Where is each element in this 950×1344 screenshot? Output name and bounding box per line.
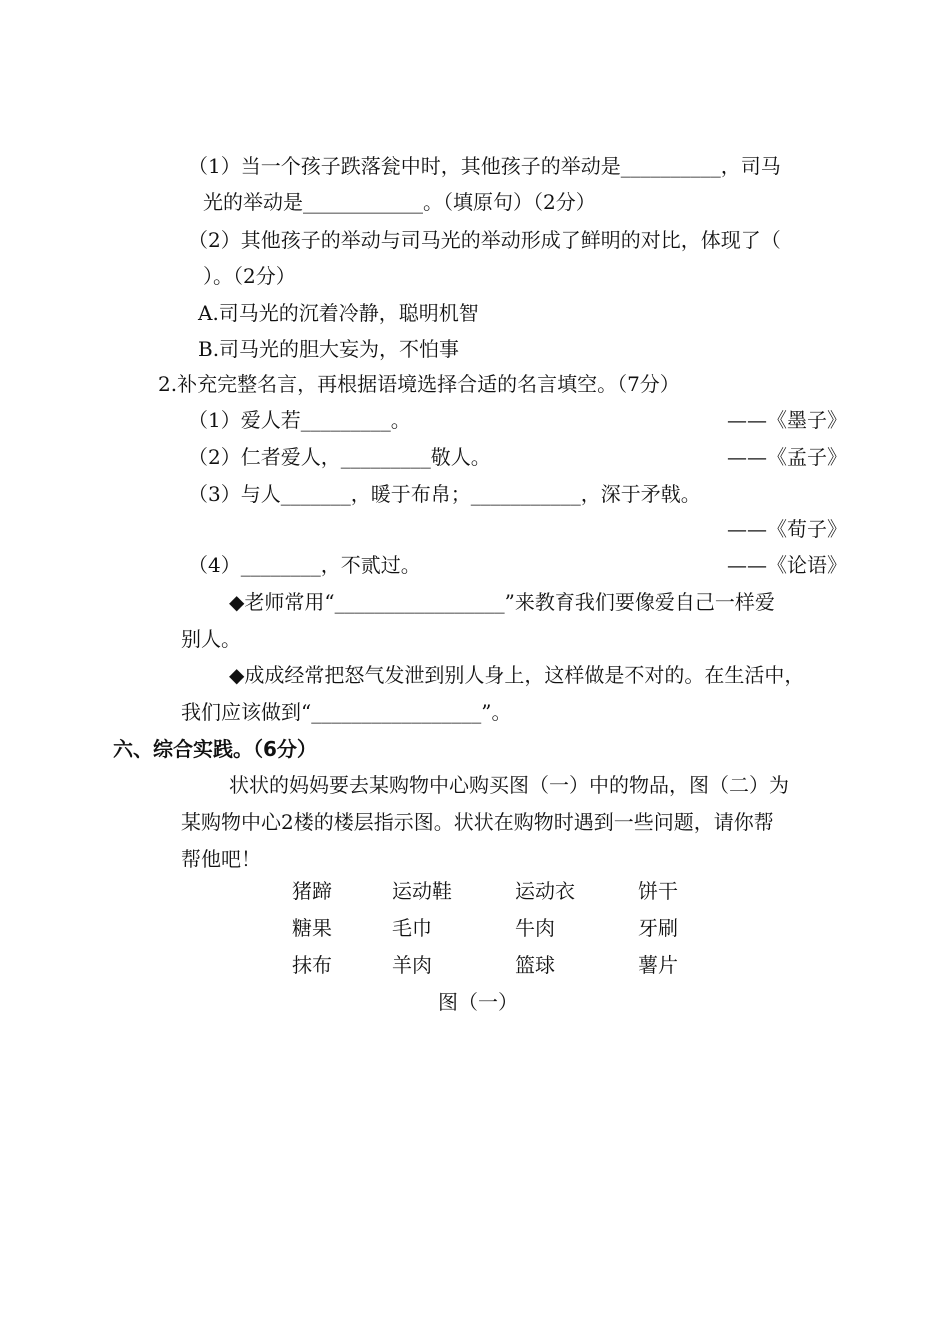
q2-item4-source: ——《论语》 <box>727 553 847 577</box>
list-item: 饼干 <box>638 879 678 903</box>
q2-item3-source: ——《荀子》 <box>727 517 847 541</box>
q2-scene1-line1: ◆老师常用“_________________”来教育我们要像爱自己一样爱 <box>229 590 775 614</box>
list-item: 猪蹄 <box>292 879 332 903</box>
q1-option-a: A.司马光的沉着冷静，聪明机智 <box>198 301 479 325</box>
q2-scene1-line2: 别人。 <box>181 627 241 651</box>
q2-item2: （2）仁者爱人，_________敬人。 <box>188 445 491 469</box>
list-item: 牙刷 <box>638 916 678 940</box>
q1-sub1-line2: 光的举动是____________。（填原句）（2分） <box>203 190 596 214</box>
section6-intro-line3: 帮他吧！ <box>181 847 261 871</box>
q2-item2-source: ——《孟子》 <box>727 445 847 469</box>
list-item: 篮球 <box>515 953 555 977</box>
list-item: 糖果 <box>292 916 332 940</box>
q1-sub1-line1: （1）当一个孩子跌落瓮中时，其他孩子的举动是__________，司马 <box>188 154 781 178</box>
q2-item3: （3）与人_______，暖于布帛；___________，深于矛戟。 <box>188 482 701 506</box>
list-item: 抹布 <box>292 953 332 977</box>
list-item: 羊肉 <box>392 953 432 977</box>
q2-item4: （4）________，不贰过。 <box>188 553 421 577</box>
section6-heading: 六、综合实践。（6分） <box>113 737 317 761</box>
list-item: 毛巾 <box>392 916 432 940</box>
q2-title: 2.补充完整名言，再根据语境选择合适的名言填空。（7分） <box>158 372 680 396</box>
q1-option-b: B.司马光的胆大妄为，不怕事 <box>198 337 460 361</box>
q2-scene2-line1: ◆成成经常把怒气发泄到别人身上，这样做是不对的。在生活中， <box>229 663 805 687</box>
figure-caption: 图（一） <box>438 990 518 1014</box>
list-item: 薯片 <box>638 953 678 977</box>
list-item: 运动衣 <box>515 879 575 903</box>
list-item: 运动鞋 <box>392 879 452 903</box>
q2-item1: （1）爱人若_________。 <box>188 408 411 432</box>
q1-sub2-line1: （2）其他孩子的举动与司马光的举动形成了鲜明的对比，体现了（ <box>188 228 781 252</box>
q2-item1-source: ——《墨子》 <box>727 408 847 432</box>
q2-scene2-line2: 我们应该做到“_________________”。 <box>181 700 512 724</box>
q1-sub2-line2: ）。（2分） <box>203 264 296 288</box>
list-item: 牛肉 <box>515 916 555 940</box>
section6-intro-line1: 状状的妈妈要去某购物中心购买图（一）中的物品，图（二）为 <box>229 773 789 797</box>
section6-intro-line2: 某购物中心2楼的楼层指示图。状状在购物时遇到一些问题，请你帮 <box>181 810 774 834</box>
